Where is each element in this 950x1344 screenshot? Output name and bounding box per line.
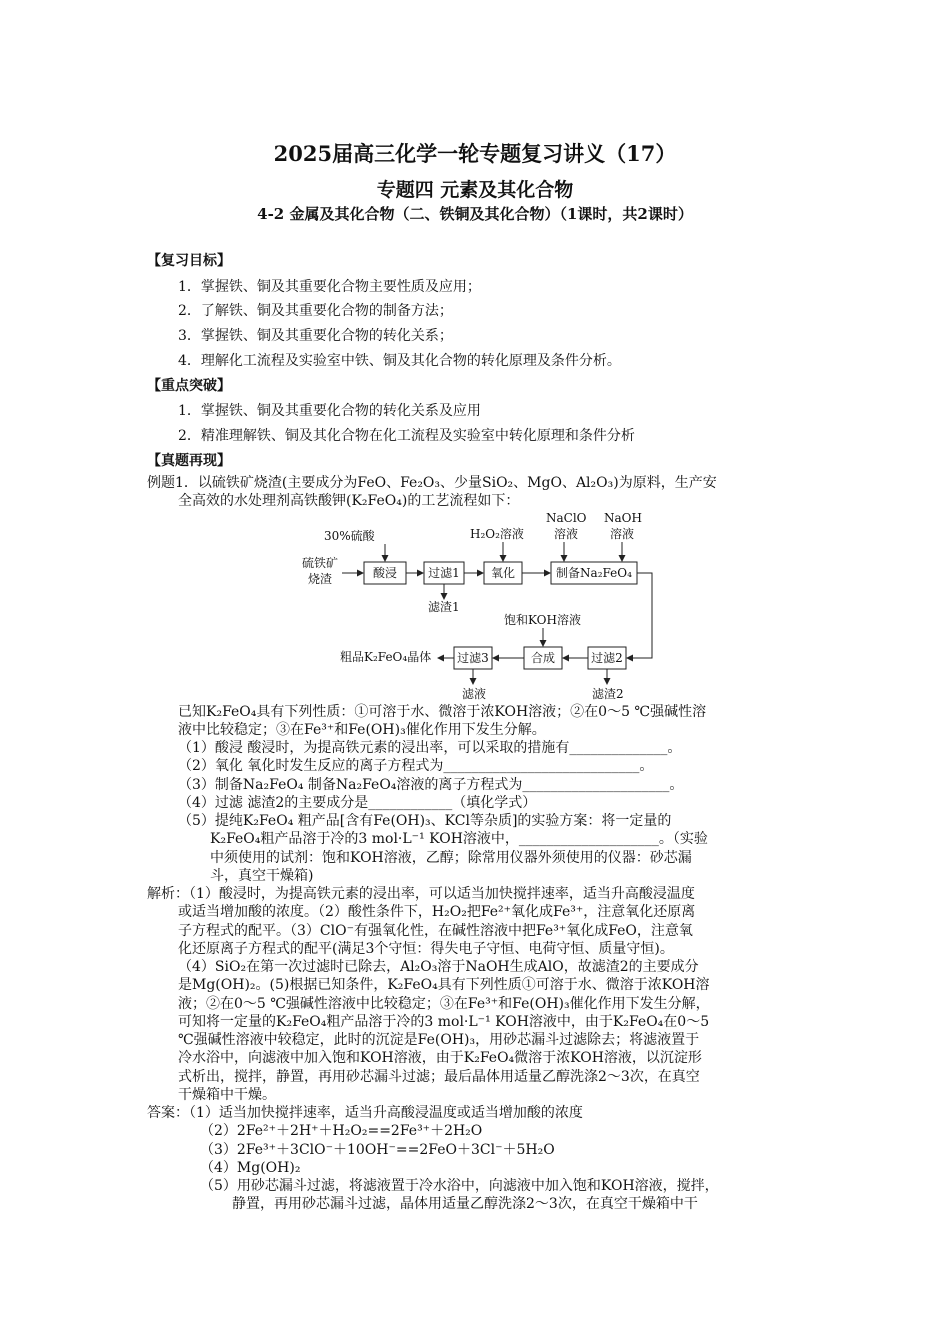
flow-koh-label: 饱和KOH溶液 [504,613,581,627]
review-goal-item: 1．掌握铁、铜及其重要化合物主要性质及应用； [178,279,481,295]
review-goals-heading: 【复习目标】 [147,253,231,269]
question-line: （1）酸浸 酸浸时，为提高铁元素的浸出率，可以采取的措施有______________。 [178,740,682,756]
analysis-line: 解析：（1）酸浸时，为提高铁元素的浸出率，可以适当加快搅拌速率，适当升高酸浸温度 [147,886,695,902]
review-goal-item: 4．理解化工流程及实验室中铁、铜及其化合物的转化原理及条件分析。 [178,353,621,369]
analysis-line: 干燥箱中干燥。 [178,1087,276,1103]
flow-box-combine-label: 合成 [530,651,556,665]
key-point-item: 1．掌握铁、铜及其重要化合物的转化关系及应用 [178,403,481,419]
flow-box-prepare-label: 制备Na₂FeO₄ [556,566,632,580]
question-line: K₂FeO₄粗产品溶于冷的3 mol·L⁻¹ KOH溶液中，____________________。（实验 [210,831,708,847]
flow-naclo-label: NaClO [546,511,587,525]
flow-product-label: 粗品K₂FeO₄晶体 [340,650,432,664]
answer-line: 答案：（1）适当加快搅拌速率，适当升高酸浸温度或适当增加酸的浓度 [147,1105,583,1121]
real-exam-heading: 【真题再现】 [147,453,231,469]
analysis-line: 可知将一定量的K₂FeO₄粗产品溶于冷的3 mol·L⁻¹ KOH溶液中，由于K₂FeO₄在0～5 [178,1014,710,1030]
key-point-item: 2．精准理解铁、铜及其化合物在化工流程及实验室中转化原理和条件分析 [178,428,635,444]
answer-line: （2）2Fe²⁺＋2H⁺＋H₂O₂==2Fe³⁺＋2H₂O [200,1123,483,1139]
flow-box-acid-leach-label: 酸浸 [372,566,398,580]
flow-naclo-label: 溶液 [554,527,579,541]
flow-residue2-label: 滤渣2 [592,687,624,701]
process-flowchart [296,510,666,705]
analysis-line: ℃强碱性溶液中较稳定，此时的沉淀是Fe(OH)₃，用砂芯漏斗过滤除去；将滤液置于 [178,1032,700,1048]
flow-h2o2-label: H₂O₂溶液 [470,527,524,541]
example-intro-line: 例题1．以硫铁矿烧渣(主要成分为FeO、Fe₂O₃、少量SiO₂、MgO、Al₂O₃)为原料，生产安 [147,475,717,491]
analysis-line: 液；②在0～5 ℃强碱性溶液中比较稳定；③在Fe³⁺和Fe(OH)₃催化作用下发生分解， [178,996,710,1012]
flow-naoh-label: 溶液 [610,527,635,541]
question-line: 斗，真空干燥箱) [210,868,314,884]
flow-box-filter2-label: 过滤2 [591,651,623,665]
flow-raw-label: 硫铁矿 [302,556,339,570]
analysis-line: 式析出，搅拌，静置，再用砂芯漏斗过滤；最后晶体用适量乙醇洗涤2～3次，在真空 [178,1069,700,1085]
flow-residue1-label: 滤渣1 [428,600,460,614]
answer-line: （4）Mg(OH)₂ [200,1160,301,1176]
lesson-title: 4-2 金属及其化合物（二、铁铜及其化合物）（1课时，共2课时） [257,205,693,223]
analysis-line: （4）SiO₂在第一次过滤时已除去，Al₂O₃溶于NaOH生成AlO，故滤渣2的主要成分 [178,959,699,975]
flow-box-oxidize-label: 氧化 [490,566,516,580]
analysis-line: 冷水浴中，向滤液中加入饱和KOH溶液，由于K₂FeO₄微溶于浓KOH溶液，以沉淀形 [178,1050,702,1066]
flow-acid-label: 30%硫酸 [324,529,375,543]
flow-naoh-label: NaOH [604,511,642,525]
question-line: （3）制备Na₂FeO₄ 制备Na₂FeO₄溶液的离子方程式为_____________________。 [178,777,684,793]
topic-subtitle: 专题四 元素及其化合物 [376,179,574,201]
review-goal-item: 2．了解铁、铜及其重要化合物的制备方法； [178,303,453,319]
analysis-line: 是Mg(OH)₂。(5)根据已知条件，K₂FeO₄具有下列性质①可溶于水、微溶于浓KOH溶 [178,977,710,993]
analysis-line: 子方程式的配平。（3）ClO⁻有强氧化性，在碱性溶液中把Fe³⁺氧化成FeO，注意氧 [178,923,693,939]
answer-line: （3）2Fe³⁺＋3ClO⁻＋10OH⁻==2FeO＋3Cl⁻＋5H₂O [200,1142,555,1158]
question-line: （5）提纯K₂FeO₄ 粗产品[含有Fe(OH)₃、KCl等杂质]的实验方案：将一定量的 [178,813,672,829]
page-title: 2025届高三化学一轮专题复习讲义（17） [273,141,677,166]
answer-line: 静置，再用砂芯漏斗过滤，晶体用适量乙醇洗涤2～3次，在真空干燥箱中干 [232,1196,698,1212]
review-goal-item: 3．掌握铁、铜及其重要化合物的转化关系； [178,328,453,344]
analysis-line: 化还原离子方程式的配平(满足3个守恒：得失电子守恒、电荷守恒、质量守恒)。 [178,941,674,957]
question-line: （4）过滤 滤渣2的主要成分是____________（填化学式） [178,795,537,811]
answer-line: （5）用砂芯漏斗过滤，将滤液置于冷水浴中，向滤液中加入饱和KOH溶液，搅拌， [200,1178,719,1194]
flow-filtrate-label: 滤液 [462,687,487,701]
known-line: 已知K₂FeO₄具有下列性质：①可溶于水、微溶于浓KOH溶液；②在0～5 ℃强碱性溶 [178,704,707,720]
example-intro-line: 全高效的水处理剂高铁酸钾(K₂FeO₄)的工艺流程如下： [178,493,520,509]
flow-raw-label: 烧渣 [308,572,333,586]
flow-box-filter1-label: 过滤1 [428,566,460,580]
question-line: （2）氧化 氧化时发生反应的离子方程式为____________________________。 [178,758,654,774]
key-points-heading: 【重点突破】 [147,378,231,394]
question-line: 中须使用的试剂：饱和KOH溶液，乙醇；除常用仪器外须使用的仪器：砂芯漏 [210,850,692,866]
known-line: 液中比较稳定；③在Fe³⁺和Fe(OH)₃催化作用下发生分解。 [178,722,546,738]
flow-box-filter3-label: 过滤3 [457,651,489,665]
analysis-line: 或适当增加酸的浓度。（2）酸性条件下，H₂O₂把Fe²⁺氧化成Fe³⁺，注意氧化还原离 [178,904,696,920]
